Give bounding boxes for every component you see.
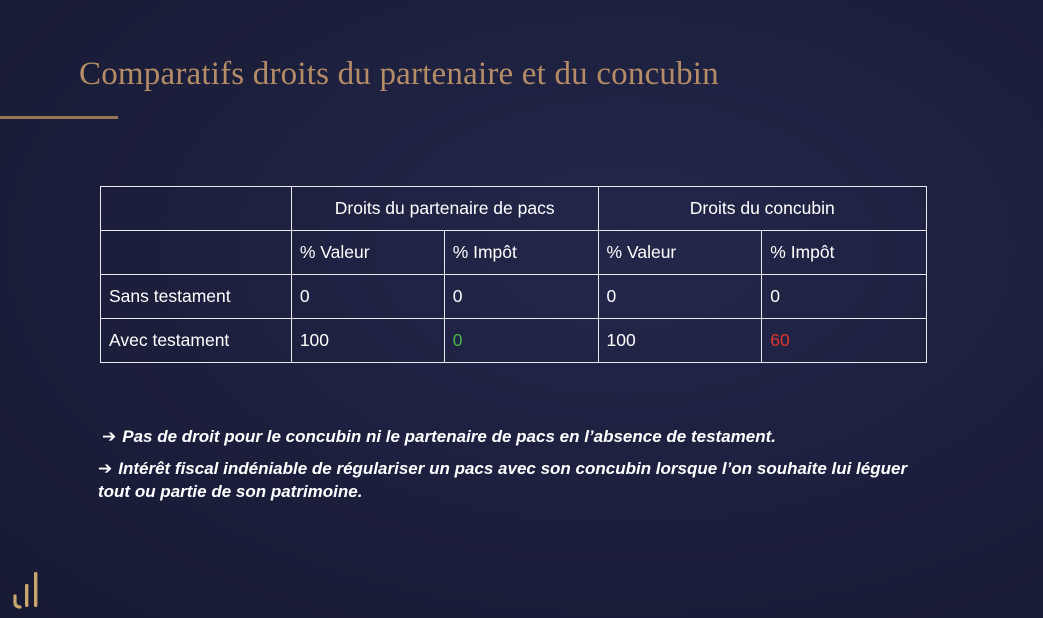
table-row: [101, 275, 927, 319]
table-subheader-empty: [101, 231, 292, 275]
cell-partner-tax: 0: [444, 319, 598, 363]
note-item: [98, 425, 928, 448]
note-item: [98, 457, 928, 503]
slide-title: Comparatifs droits du partenaire et du concubin: [79, 56, 719, 92]
arrow-right-icon: ➔: [102, 427, 117, 446]
table-subheader-row: [101, 231, 927, 275]
notes-section: [98, 425, 928, 512]
header-concubin-rights: Droits du concubin: [598, 187, 926, 231]
brand-logo-icon: [9, 566, 49, 610]
header-partner-rights: Droits du partenaire de pacs: [291, 187, 598, 231]
note-text: Intérêt fiscal indéniable de régulariser un pacs avec son concubin lorsque l’on souhaite lui léguer tout ou partie de son patrimoine.: [98, 459, 908, 501]
cell-partner-value: 0: [291, 275, 444, 319]
cell-concubin-value: 0: [598, 275, 762, 319]
rights-comparison-table: [100, 186, 927, 363]
subheader-partner-value: % Valeur: [291, 231, 444, 275]
subheader-concubin-value: % Valeur: [598, 231, 762, 275]
cell-partner-value: 100: [291, 319, 444, 363]
row-label-without-will: Sans testament: [101, 275, 292, 319]
arrow-right-icon: ➔: [98, 459, 113, 478]
cell-concubin-tax: 0: [762, 275, 927, 319]
subheader-concubin-tax: % Impôt: [762, 231, 927, 275]
cell-concubin-value: 100: [598, 319, 762, 363]
note-text: Pas de droit pour le concubin ni le partenaire de pacs en l’absence de testament.: [122, 427, 776, 446]
table-header-row: [101, 187, 927, 231]
cell-partner-tax: 0: [444, 275, 598, 319]
subheader-partner-tax: % Impôt: [444, 231, 598, 275]
row-label-with-will: Avec testament: [101, 319, 292, 363]
title-underline: [0, 116, 118, 119]
table-corner-cell: [101, 187, 292, 231]
table-row: [101, 319, 927, 363]
cell-concubin-tax: 60: [762, 319, 927, 363]
